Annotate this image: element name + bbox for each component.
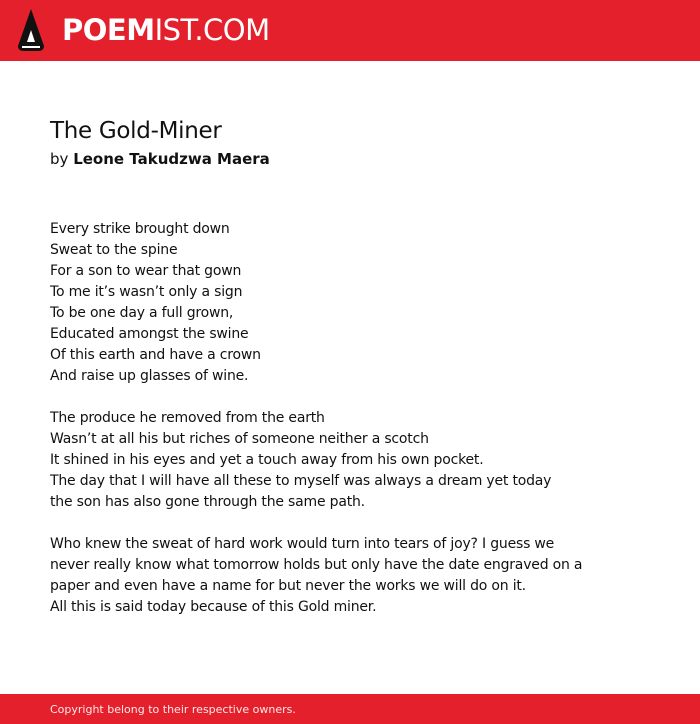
poem-line: paper and even have a name for but never the works we will do on it. <box>50 578 526 594</box>
poem-line: And raise up glasses of wine. <box>50 368 249 384</box>
author-name: Leone Takudzwa Maera <box>73 150 270 168</box>
poem-line: All this is said today because of this Gold miner. <box>50 599 377 615</box>
poem-line: To be one day a full grown, <box>50 305 234 321</box>
poem-line: To me it’s wasn’t only a sign <box>50 284 243 300</box>
poem-stanza <box>50 534 650 618</box>
site-logo[interactable] <box>62 12 270 48</box>
poem-line: Who knew the sweat of hard work would turn into tears of joy? I guess we <box>50 536 555 552</box>
poem-line: Of this earth and have a crown <box>50 347 261 363</box>
poem-line: Every strike brought down <box>50 221 230 237</box>
pencil-tip-icon <box>16 8 46 52</box>
logo-light-text: IST.COM <box>154 13 270 47</box>
site-header <box>0 0 700 61</box>
poem-line: It shined in his eyes and yet a touch away from his own pocket. <box>50 452 484 468</box>
poem-stanza <box>50 408 650 513</box>
site-footer <box>0 694 700 724</box>
poem-line: The day that I will have all these to myself was always a dream yet today <box>50 473 552 489</box>
poem-line: Wasn’t at all his but riches of someone neither a scotch <box>50 431 429 447</box>
by-label: by <box>50 150 69 168</box>
poem-line: Sweat to the spine <box>50 242 178 258</box>
poem-line: the son has also gone through the same path. <box>50 494 365 510</box>
byline <box>50 149 270 169</box>
poem-line: For a son to wear that gown <box>50 263 242 279</box>
copyright-text: Copyright belong to their respective owners. <box>50 703 296 716</box>
poem-body <box>50 219 650 639</box>
poem-title: The Gold-Miner <box>50 118 222 144</box>
poem-line: never really know what tomorrow holds but only have the date engraved on a <box>50 557 583 573</box>
poem-line: The produce he removed from the earth <box>50 410 325 426</box>
poem-line: Educated amongst the swine <box>50 326 249 342</box>
logo-bold-text: POEM <box>62 13 155 47</box>
poem-stanza <box>50 219 650 387</box>
